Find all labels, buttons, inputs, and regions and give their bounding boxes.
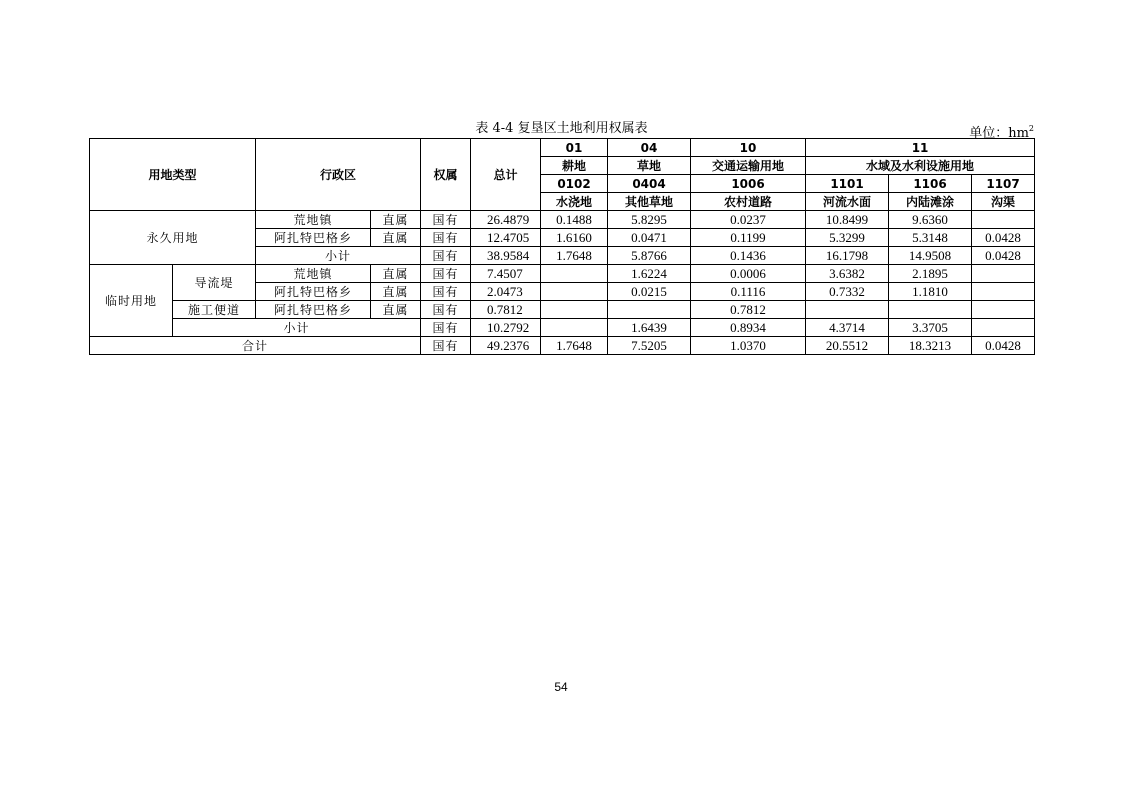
unit-superscript: 2 — [1028, 124, 1034, 133]
ownership-cell: 国有 — [421, 211, 471, 229]
value-cell: 7.5205 — [608, 337, 691, 355]
value-cell: 1.0370 — [691, 337, 806, 355]
table-caption — [89, 120, 1034, 141]
value-cell: 1.7648 — [541, 337, 608, 355]
value-cell: 38.9584 — [471, 247, 541, 265]
ownership-cell: 国有 — [421, 265, 471, 283]
header-row — [90, 139, 1035, 157]
value-cell: 14.9508 — [889, 247, 972, 265]
value-cell: 9.6360 — [889, 211, 972, 229]
value-cell: 0.0237 — [691, 211, 806, 229]
value-cell: 49.2376 — [471, 337, 541, 355]
unit-label: 单位：hm — [969, 126, 1029, 141]
value-cell — [541, 319, 608, 337]
value-cell: 3.3705 — [889, 319, 972, 337]
value-cell: 5.8295 — [608, 211, 691, 229]
header-subcategory: 其他草地 — [608, 193, 691, 211]
header-category: 交通运输用地 — [691, 157, 806, 175]
header-subcode: 1006 — [691, 175, 806, 193]
subtotal-label: 小计 — [256, 247, 421, 265]
value-cell: 1.6224 — [608, 265, 691, 283]
value-cell — [806, 301, 889, 319]
value-cell — [541, 265, 608, 283]
page-number: 54 — [554, 680, 568, 694]
value-cell: 20.5512 — [806, 337, 889, 355]
region-cell: 荒地镇 — [256, 211, 371, 229]
subtotal-row — [90, 319, 1035, 337]
value-cell: 1.6160 — [541, 229, 608, 247]
header-code: 01 — [541, 139, 608, 157]
diversion-dike-label: 导流堤 — [173, 265, 256, 301]
value-cell: 26.4879 — [471, 211, 541, 229]
sub-region-cell: 直属 — [371, 283, 421, 301]
header-code: 04 — [608, 139, 691, 157]
value-cell — [972, 283, 1035, 301]
value-cell: 0.0215 — [608, 283, 691, 301]
value-cell: 4.3714 — [806, 319, 889, 337]
ownership-cell: 国有 — [421, 247, 471, 265]
header-subcategory: 河流水面 — [806, 193, 889, 211]
header-ownership: 权属 — [421, 139, 471, 211]
value-cell: 0.1436 — [691, 247, 806, 265]
ownership-cell: 国有 — [421, 301, 471, 319]
value-cell: 0.0428 — [972, 229, 1035, 247]
sub-region-cell: 直属 — [371, 211, 421, 229]
subtotal-label: 小计 — [173, 319, 421, 337]
region-cell: 阿扎特巴格乡 — [256, 283, 371, 301]
sub-region-cell: 直属 — [371, 265, 421, 283]
table-title: 表 4-4 复垦区土地利用权属表 — [475, 121, 648, 136]
region-cell: 阿扎特巴格乡 — [256, 301, 371, 319]
value-cell: 0.1116 — [691, 283, 806, 301]
value-cell: 0.8934 — [691, 319, 806, 337]
sub-region-cell: 直属 — [371, 301, 421, 319]
table-row — [90, 265, 1035, 283]
ownership-cell: 国有 — [421, 319, 471, 337]
table-row — [90, 211, 1035, 229]
total-label: 合计 — [90, 337, 421, 355]
value-cell: 0.7812 — [691, 301, 806, 319]
value-cell: 2.0473 — [471, 283, 541, 301]
table-row — [90, 301, 1035, 319]
value-cell: 0.0471 — [608, 229, 691, 247]
construction-road-label: 施工便道 — [173, 301, 256, 319]
value-cell: 1.1810 — [889, 283, 972, 301]
ownership-cell: 国有 — [421, 337, 471, 355]
header-subcategory: 内陆滩涂 — [889, 193, 972, 211]
value-cell: 5.3148 — [889, 229, 972, 247]
value-cell: 5.3299 — [806, 229, 889, 247]
value-cell: 0.7332 — [806, 283, 889, 301]
value-cell: 18.3213 — [889, 337, 972, 355]
temporary-land-label: 临时用地 — [90, 265, 173, 337]
value-cell: 0.0428 — [972, 337, 1035, 355]
value-cell: 10.8499 — [806, 211, 889, 229]
value-cell: 3.6382 — [806, 265, 889, 283]
value-cell — [972, 211, 1035, 229]
value-cell: 0.1199 — [691, 229, 806, 247]
value-cell: 16.1798 — [806, 247, 889, 265]
sub-region-cell: 直属 — [371, 229, 421, 247]
value-cell — [541, 283, 608, 301]
header-subcode: 0404 — [608, 175, 691, 193]
header-total: 总计 — [471, 139, 541, 211]
header-category: 耕地 — [541, 157, 608, 175]
header-subcode: 1106 — [889, 175, 972, 193]
permanent-land-label: 永久用地 — [90, 211, 256, 265]
value-cell: 1.6439 — [608, 319, 691, 337]
value-cell — [608, 301, 691, 319]
ownership-cell: 国有 — [421, 229, 471, 247]
value-cell: 12.4705 — [471, 229, 541, 247]
value-cell: 1.7648 — [541, 247, 608, 265]
value-cell — [972, 301, 1035, 319]
header-subcategory: 农村道路 — [691, 193, 806, 211]
header-code: 10 — [691, 139, 806, 157]
value-cell: 10.2792 — [471, 319, 541, 337]
header-land-type: 用地类型 — [90, 139, 256, 211]
header-subcategory: 沟渠 — [972, 193, 1035, 211]
header-subcode: 0102 — [541, 175, 608, 193]
ownership-cell: 国有 — [421, 283, 471, 301]
header-subcategory: 水浇地 — [541, 193, 608, 211]
value-cell — [972, 265, 1035, 283]
value-cell: 7.4507 — [471, 265, 541, 283]
value-cell — [541, 301, 608, 319]
region-cell: 荒地镇 — [256, 265, 371, 283]
header-admin-region: 行政区 — [256, 139, 421, 211]
value-cell — [972, 319, 1035, 337]
value-cell: 0.1488 — [541, 211, 608, 229]
value-cell: 0.7812 — [471, 301, 541, 319]
header-subcode: 1107 — [972, 175, 1035, 193]
header-category: 水域及水利设施用地 — [806, 157, 1035, 175]
land-ownership-table — [89, 138, 1035, 355]
header-category: 草地 — [608, 157, 691, 175]
region-cell: 阿扎特巴格乡 — [256, 229, 371, 247]
header-code: 11 — [806, 139, 1035, 157]
value-cell — [889, 301, 972, 319]
header-subcode: 1101 — [806, 175, 889, 193]
value-cell: 0.0428 — [972, 247, 1035, 265]
value-cell: 5.8766 — [608, 247, 691, 265]
value-cell: 2.1895 — [889, 265, 972, 283]
total-row — [90, 337, 1035, 355]
value-cell: 0.0006 — [691, 265, 806, 283]
